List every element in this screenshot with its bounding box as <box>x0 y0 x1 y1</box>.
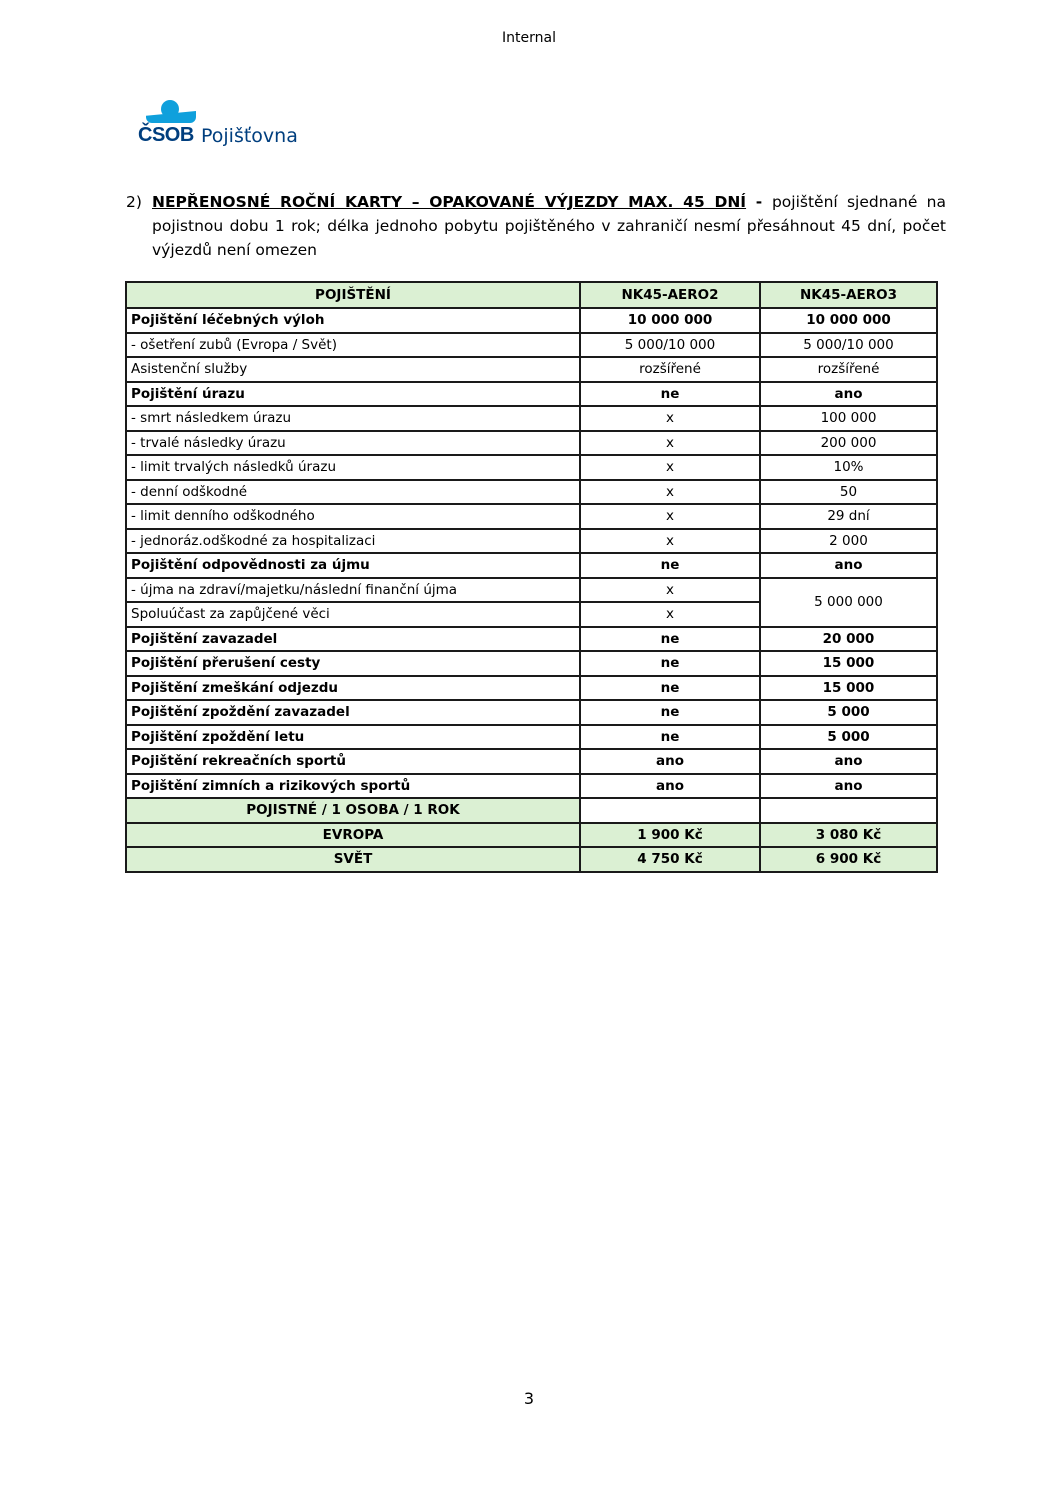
cell-aero2: ne <box>580 676 760 701</box>
cell-aero3: 15 000 <box>760 676 937 701</box>
document-classification-label: Internal <box>502 30 556 46</box>
cell-aero3: ano <box>760 749 937 774</box>
cell-aero2: ne <box>580 725 760 750</box>
table-row <box>126 480 937 505</box>
cell-aero2: x <box>580 431 760 456</box>
cell-aero2: x <box>580 480 760 505</box>
header-aero3: NK45-AERO3 <box>760 282 937 308</box>
row-label: Pojištění zpoždění letu <box>126 725 580 750</box>
table-row <box>126 774 937 799</box>
row-label: Pojištění rekreačních sportů <box>126 749 580 774</box>
table-row <box>126 725 937 750</box>
table-row <box>126 308 937 333</box>
table-row <box>126 529 937 554</box>
cell-aero3: 5 000 <box>760 700 937 725</box>
table-row <box>126 406 937 431</box>
premium-row <box>126 847 937 872</box>
premium-blank-cell <box>580 798 760 823</box>
row-label: Pojištění odpovědnosti za újmu <box>126 553 580 578</box>
cell-aero2: ne <box>580 700 760 725</box>
row-label: Pojištění zmeškání odjezdu <box>126 676 580 701</box>
table-row <box>126 553 937 578</box>
row-label: - jednoráz.odškodné za hospitalizaci <box>126 529 580 554</box>
cell-aero2: x <box>580 602 760 627</box>
premium-aero3: 6 900 Kč <box>760 847 937 872</box>
table-row <box>126 504 937 529</box>
premium-blank-cell <box>760 798 937 823</box>
premium-region: SVĚT <box>126 847 580 872</box>
row-label: Pojištění úrazu <box>126 382 580 407</box>
section-text <box>152 190 946 262</box>
cell-aero2: 5 000/10 000 <box>580 333 760 358</box>
premium-aero2: 1 900 Kč <box>580 823 760 848</box>
row-label: Pojištění zimních a rizikových sportů <box>126 774 580 799</box>
cell-aero3: 5 000/10 000 <box>760 333 937 358</box>
row-label: - újma na zdraví/majetku/následní finanční újma <box>126 578 580 603</box>
table-row <box>126 357 937 382</box>
table-header-row <box>126 282 937 308</box>
row-label: - ošetření zubů (Evropa / Svět) <box>126 333 580 358</box>
table-row <box>126 382 937 407</box>
cell-aero3: 200 000 <box>760 431 937 456</box>
table-row <box>126 578 937 603</box>
table-row <box>126 333 937 358</box>
table-row <box>126 700 937 725</box>
table-row <box>126 676 937 701</box>
row-label: Pojištění zpoždění zavazadel <box>126 700 580 725</box>
cell-aero2: ne <box>580 382 760 407</box>
cell-aero2: 10 000 000 <box>580 308 760 333</box>
row-label: Pojištění zavazadel <box>126 627 580 652</box>
row-label: Asistenční služby <box>126 357 580 382</box>
row-label: - denní odškodné <box>126 480 580 505</box>
premium-region: EVROPA <box>126 823 580 848</box>
cell-aero3: 10 000 000 <box>760 308 937 333</box>
cell-aero2: ne <box>580 627 760 652</box>
cell-aero2: x <box>580 578 760 603</box>
cell-aero3: 20 000 <box>760 627 937 652</box>
cell-aero3: ano <box>760 382 937 407</box>
cell-aero2: ne <box>580 651 760 676</box>
cell-aero2: ano <box>580 774 760 799</box>
cell-aero3: 10% <box>760 455 937 480</box>
section-number: 2) <box>126 193 142 211</box>
cell-aero3: 2 000 <box>760 529 937 554</box>
cell-aero2: ne <box>580 553 760 578</box>
premium-row <box>126 823 937 848</box>
cell-aero3: ano <box>760 553 937 578</box>
cell-aero2: x <box>580 455 760 480</box>
table-row <box>126 431 937 456</box>
table-row <box>126 627 937 652</box>
cell-aero3: 100 000 <box>760 406 937 431</box>
cell-aero3: 5 000 000 <box>760 578 937 627</box>
table-row <box>126 455 937 480</box>
page-number: 3 <box>523 1389 535 1408</box>
cell-aero2: x <box>580 406 760 431</box>
premium-label: POJISTNÉ / 1 OSOBA / 1 ROK <box>126 798 580 823</box>
row-label: - limit trvalých následků úrazu <box>126 455 580 480</box>
logo-subtitle: Pojišťovna <box>201 125 298 147</box>
premium-aero2: 4 750 Kč <box>580 847 760 872</box>
cell-aero2: x <box>580 529 760 554</box>
row-label: Pojištění léčebných výloh <box>126 308 580 333</box>
logo-brand: ČSOB <box>138 124 194 146</box>
header-aero2: NK45-AERO2 <box>580 282 760 308</box>
cell-aero3: ano <box>760 774 937 799</box>
header-insurance: POJIŠTĚNÍ <box>126 282 580 308</box>
cell-aero3: 5 000 <box>760 725 937 750</box>
cell-aero2: ano <box>580 749 760 774</box>
cell-aero2: x <box>580 504 760 529</box>
row-label: - limit denního odškodného <box>126 504 580 529</box>
section-description: pojištění sjednané na pojistnou dobu 1 rok; délka jednoho pobytu pojištěného v zahraničí nesmí přesáhnout 45 dní, počet výjezdů není omezen <box>152 193 946 259</box>
premium-aero3: 3 080 Kč <box>760 823 937 848</box>
table-row <box>126 651 937 676</box>
cell-aero3: 50 <box>760 480 937 505</box>
cell-aero3: 29 dní <box>760 504 937 529</box>
section-dash: - <box>746 193 772 211</box>
row-label: - trvalé následky úrazu <box>126 431 580 456</box>
table-row <box>126 749 937 774</box>
row-label: - smrt následkem úrazu <box>126 406 580 431</box>
row-label: Pojištění přerušení cesty <box>126 651 580 676</box>
csob-logo <box>138 100 308 152</box>
section-intro <box>126 190 946 262</box>
cell-aero3: 15 000 <box>760 651 937 676</box>
premium-header-row <box>126 798 937 823</box>
cell-aero2: rozšířené <box>580 357 760 382</box>
row-label: Spoluúčast za zapůjčené věci <box>126 602 580 627</box>
insurance-table <box>125 281 938 873</box>
cell-aero3: rozšířené <box>760 357 937 382</box>
section-title: NEPŘENOSNÉ ROČNÍ KARTY – OPAKOVANÉ VÝJEZDY MAX. 45 DNÍ <box>152 193 747 211</box>
